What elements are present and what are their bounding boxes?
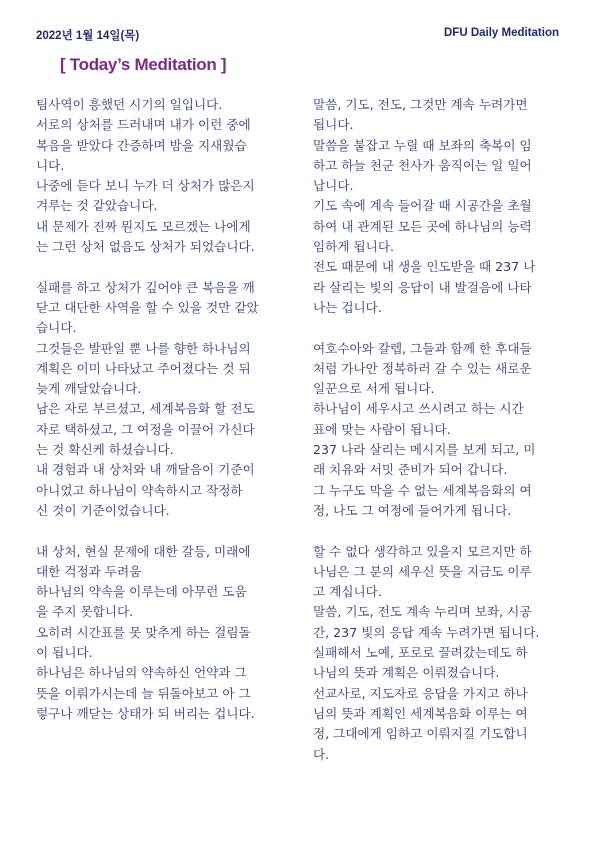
text-line: 님의 뜻과 계획인 세계복음화 이루는 여	[313, 705, 528, 721]
text-line: 기도 속에 계속 들어갈 때 시공간을 초월	[313, 198, 532, 214]
paragraph	[36, 542, 290, 725]
text-line: 이 됩니다.	[36, 645, 93, 661]
text-line: 겨루는 것 같았습니다.	[36, 198, 158, 214]
text-line: 는 것 확신케 하셨습니다.	[36, 442, 174, 458]
text-line: 하고 하늘 천군 천사가 움직이는 일 일어	[313, 157, 532, 173]
text-line: 남은 자로 부르셨고, 세계복음화 할 전도	[36, 401, 255, 417]
paragraph	[313, 95, 565, 318]
text-line: 니다.	[36, 157, 65, 173]
text-line: 습니다.	[36, 320, 77, 336]
text-line: 선교사로, 지도자로 응답을 가지고 하나	[313, 685, 528, 701]
text-line: 나는 겁니다.	[313, 299, 382, 315]
text-line: 팀사역이 흥했던 시기의 일입니다.	[36, 97, 223, 112]
text-line: 그 누구도 막을 수 없는 세계복음화의 여	[313, 482, 532, 498]
text-line: 오히려 시간표를 못 맞추게 하는 걸림돌	[36, 624, 251, 640]
text-line: 다.	[313, 746, 330, 762]
text-line: 나님의 뜻과 계획은 이뤄졌습니다.	[313, 665, 500, 681]
text-line: 늦게 깨달았습니다.	[36, 381, 142, 397]
page-title: [ Today’s Meditation ]	[60, 55, 227, 74]
text-line: 전도 때문에 내 생을 인도받을 때 237 나	[313, 259, 536, 275]
text-line: 래 치유와 서밋 준비가 되어 갑니다.	[313, 462, 508, 478]
text-line: 아니었고 하나님이 약속하시고 작정하	[36, 482, 243, 498]
text-line: 자로 택하셨고, 그 여정을 이끌어 가신다	[36, 421, 255, 437]
text-line: 라 살리는 빛의 응답이 내 발걸음에 나타	[313, 279, 532, 295]
text-line: 간, 237 빛의 응답 계속 누려가면 됩니다.	[313, 624, 540, 640]
text-line: 내 문제가 진짜 뭔지도 모르겠는 나에게	[36, 218, 251, 234]
text-line: 을 주지 못합니다.	[36, 604, 134, 620]
text-line: 내 경험과 내 상처와 내 깨달음이 기준이	[36, 462, 255, 478]
text-line: 하여 내 관계된 모든 곳에 하나님의 능력	[313, 218, 532, 234]
text-line: 닫고 대단한 사역을 할 수 있을 것만 같았	[36, 299, 259, 315]
text-line: 고 계십니다.	[313, 584, 382, 600]
text-line: 하나님의 약속을 이루는데 아무런 도움	[36, 584, 247, 600]
text-line: 임하게 됩니다.	[313, 239, 394, 255]
paragraph	[313, 339, 565, 522]
text-line: 말씀을 붙잡고 누릴 때 보좌의 축복이 임	[313, 137, 532, 153]
text-line: 표에 맞는 사람이 됩니다.	[313, 421, 451, 437]
text-line: 납니다.	[313, 178, 354, 194]
text-line: 나중에 듣다 보니 누가 더 상처가 많은지	[36, 178, 255, 194]
text-line: 뜻을 이뤄가시는데 늘 뒤돌아보고 아 그	[36, 685, 251, 701]
text-line: 실패를 하고 상처가 깊어야 큰 복음을 깨	[36, 279, 255, 295]
paragraph	[36, 278, 290, 522]
text-line: 그것들은 발판일 뿐 나를 향한 하나님의	[36, 340, 251, 356]
text-line: 237 나라 살리는 메시지를 보게 되고, 미	[313, 442, 536, 458]
header-date: 2022년 1월 14일(목)	[36, 30, 140, 42]
left-column	[36, 95, 290, 745]
text-line: 나님은 그 분의 세우신 뜻을 지금도 이루	[313, 563, 532, 579]
text-line: 정, 나도 그 여정에 들어가게 됩니다.	[313, 502, 512, 518]
text-line: 됩니다.	[313, 117, 354, 133]
text-line: 는 그런 상처 없음도 상처가 되었습니다.	[36, 239, 255, 255]
text-line: 서로의 상처를 드러내며 내가 이런 중에	[36, 117, 251, 133]
right-column	[313, 95, 565, 785]
text-line: 일꾼으로 서게 됩니다.	[313, 381, 435, 397]
text-line: 말씀, 기도, 전도, 그것만 계속 누려가면	[313, 97, 528, 112]
text-line: 하나님은 하나님의 약속하신 언약과 그	[36, 665, 247, 681]
paragraph	[36, 95, 290, 257]
text-line: 여호수아와 갈렙, 그들과 함께 한 후대들	[313, 340, 532, 356]
text-line: 정, 그대에게 임하고 이뤄지길 기도합니	[313, 726, 528, 742]
text-line: 실패해서 노예, 포로로 끌려갔는데도 하	[313, 645, 528, 661]
text-line: 렇구나 깨닫는 상태가 되 버리는 겁니다.	[36, 705, 255, 721]
text-line: 복음을 받았다 간증하며 밤을 지새웠습	[36, 137, 247, 153]
text-line: 대한 걱정과 두려움	[36, 563, 142, 579]
text-line: 신 것이 기준이었습니다.	[36, 502, 170, 518]
text-line: 계획은 이미 나타났고 주어졌다는 것 뒤	[36, 360, 251, 376]
text-line: 하나님이 세우시고 쓰시려고 하는 시간	[313, 401, 524, 417]
text-line: 말씀, 기도, 전도 계속 누리며 보좌, 시공	[313, 604, 532, 620]
text-line: 처럼 가나안 정복하러 갈 수 있는 새로운	[313, 360, 532, 376]
paragraph	[313, 542, 565, 765]
text-line: 할 수 없다 생각하고 있을지 모르지만 하	[313, 543, 532, 559]
text-line: 내 상처, 현실 문제에 대한 갈등, 미래에	[36, 543, 251, 559]
header-brand: DFU Daily Meditation	[443, 27, 559, 39]
